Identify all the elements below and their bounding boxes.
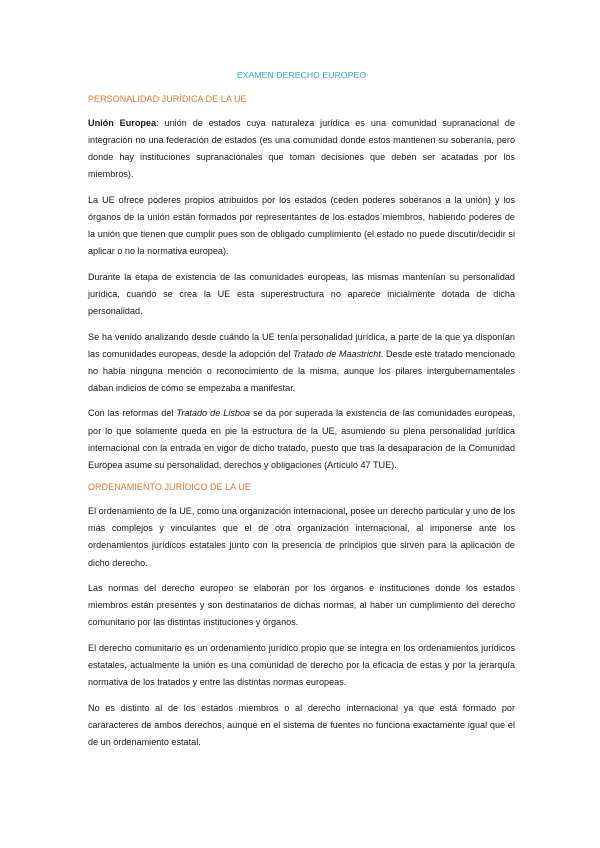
paragraph-maastricht xyxy=(88,329,515,397)
paragraph-comunidades: Durante la etapa de existencia de las comunidades europeas, las mismas mantenían su personalidad jurídica, cuando se crea la UE esta superestructura no aparece inicialmente dotada de dicha personalidad. xyxy=(88,271,515,316)
paragraph-poderes: La UE ofrece poderes propios atribuidos por los estados (ceden poderes soberanos a la unión) y los órganos de la unión están formados por representantes de los estados miembros, habiendo poderes de la unión que tienen que cumplir pues son de obligado cumplimiento (el estado no puede discutir/decidir si aplicar o no la normativa europea). xyxy=(88,194,515,257)
paragraph-derecho-comunitario: El derecho comunitario es un ordenamiento jurídico propio que se integra en los ordenamientos jurídicos estatales, actualmente la unión es una comunidad de derecho por la eficacia de estas y por la jerarquía normativa de los tratados y entre las distintas normas europeas. xyxy=(88,642,515,688)
paragraph-text: Se ha venido analizando desde cuándo la UE tenía personalidad jurídica, a parte de la que ya disponían las comunidades europeas, desde la adopción del xyxy=(88,331,515,359)
paragraph-lisboa xyxy=(88,405,515,473)
paragraph-union-europea xyxy=(88,115,515,183)
paragraph-text: : unión de estados cuya naturaleza jurídica es una comunidad supranacional de integración no una federación de estados (es una comunidad donde estos mantienen su soberanía, pero donde hay instituciones supranacionales que toman decisiones que deben ser acatadas por los miembros). xyxy=(88,118,516,180)
term-union-europea: Unión Europea xyxy=(88,118,157,128)
section-heading-ordenamiento: ORDENAMIENTO JURÍDICO DE LA UE xyxy=(88,482,251,493)
paragraph-text: se da por superada la existencia de las comunidades europeas, por lo que solamente queda en pie la estructura de la UE, asumiendo su plena personalidad jurídica internacional con la entrada en vigor de dicho tratado, puesto que tras la desaparación de la Comunidad Europea asume su personalidad, derechos y obligaciones (Artículo 47 TUE). xyxy=(88,408,515,470)
section-heading-personalidad: PERSONALIDAD JURÍDICA DE LA UE xyxy=(88,94,247,104)
paragraph-text: . Desde este tratado mencionado no había ninguna mención o reconocimiento de la misma, aunque los pilares intergubernamentales daban indicios de cómo se empezaba a manifestar. xyxy=(88,348,515,393)
paragraph-text: Con las reformas del xyxy=(88,408,177,419)
document-page xyxy=(88,70,515,760)
paragraph-fuentes: No es distinto al de los estados miembros o al derecho internacional ya que está formado por cararacteres de ambos derechos, aunque en el sistema de fuentes no funciona exactamente igual que el de un ordenamiento estatal. xyxy=(88,702,515,747)
paragraph-normas: Las normas del derecho europeo se elaboran por los órganos e instituciones donde los estados miembros están presentes y son destinatarios de dichas normas, al haber un cumplimiento del derecho comunitario por las distintas instituciones y órganos. xyxy=(88,583,515,628)
term-maastricht: Tratado de Maastricht xyxy=(293,348,381,359)
document-title: EXAMEN DERECHO EUROPEO xyxy=(236,70,367,80)
term-lisboa: Tratado de Lisboa xyxy=(176,408,251,419)
paragraph-ordenamiento: El ordenamiento de la UE, como una organización internacional, posee un derecho particular y uno de los más complejos y vinculantes que el de otra organización internacional, al imponerse ante los ordenamientos jurídicos estatales junto con la presencia de principios que sirven para la aplicación de dicho derecho. xyxy=(88,506,515,568)
